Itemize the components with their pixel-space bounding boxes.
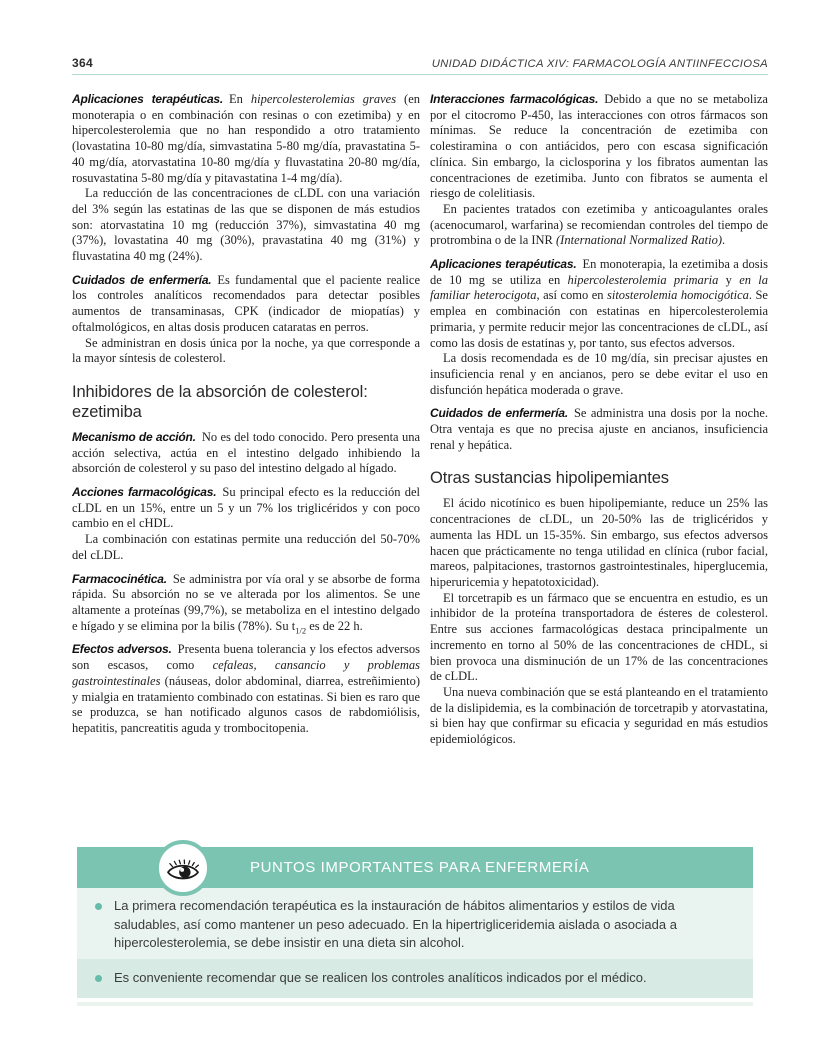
paragraph: Interacciones farmacológicas. Debido a que no se metaboliza por el citocromo P-450, las interacciones con otros fármacos son mínimas. Se reduce la concentración de ezetimiba con colestiramina o con antiácidos, pero con escasa significación clínica. Sin embargo, la ciclosporina y los fibratos aumentan las concentraciones de ezetimiba. Junto con fibratos se aumenta el riesgo de colelitiasis. xyxy=(430,92,768,201)
running-head xyxy=(72,50,768,70)
run-in-heading: Aplicaciones terapéuticas. xyxy=(430,257,577,272)
paragraph: Aplicaciones terapéuticas. En monoterapia, la ezetimiba a dosis de 10 mg se utiliza en hipercolesterolemia primaria y en la familiar heterocigota, así como en sitosterolemia homocigótica. Se emplea en combinación con estatinas en hipercolesterolemia primaria, y permite reducir mejor las concentraciones de cLDL, así como las dosis de estatinas y, por tanto, sus efectos adversos. xyxy=(430,257,768,350)
paragraph: Efectos adversos. Presenta buena tolerancia y los efectos adversos son escasos, como cefaleas, cansancio y problemas gastrointestinales (náuseas, dolor abdominal, diarrea, estreñimiento) y mialgia en tratamiento combinado con estatinas. Si bien es raro que se produzca, se han notificado algunos casos de rabdomiólisis, hepatitis, pancreatitis aguda y trombocitopenia. xyxy=(72,642,420,735)
run-in-heading: Farmacocinética. xyxy=(72,571,167,586)
bullet-dot-icon xyxy=(95,903,102,910)
paragraph: Mecanismo de acción. No es del todo conocido. Pero presenta una acción selectiva, actúa en el intestino delgado inhibiendo la absorción de colesterol y su paso del intestino delgado al hígado. xyxy=(72,429,420,476)
running-head-title: UNIDAD DIDÁCTICA XIV: FARMACOLOGÍA ANTIINFECCIOSA xyxy=(431,58,768,70)
nursing-box xyxy=(77,847,753,998)
paragraph: La dosis recomendada es de 10 mg/día, sin precisar ajustes en insuficiencia renal y en ancianos, pero se debe evitar el uso en disfunción hepática moderada o grave. xyxy=(430,351,768,397)
eye-badge xyxy=(155,840,211,896)
paragraph: Se administran en dosis única por la noche, ya que corresponde a la mayor síntesis de colesterol. xyxy=(72,335,420,366)
paragraph: Aplicaciones terapéuticas. En hipercolesterolemias graves (en monoterapia o en combinación con resinas o con ezetimiba) y en hipercolesterolemia que no han respondido a otro tratamiento (lovastatina 10-80 mg/día, simvastatina 5-80 mg/día, pravastatina 5-40 mg/día, atorvastatina 10-80 mg/día y fluvastatina 20-80 mg/día, rosuvastatina 5-80 mg/día y pitavastatina 1-4 mg/día). xyxy=(72,92,420,185)
section-heading: Inhibidores de la absorción de colesterol: ezetimiba xyxy=(72,382,368,421)
paragraph: Acciones farmacológicas. Su principal efecto es la reducción del cLDL en un 15%, entre un 5 y un 7% los triglicéridos y con poco cambio en el cHDL. xyxy=(72,485,420,531)
bullet-row xyxy=(77,959,753,999)
paragraph: En pacientes tratados con ezetimiba y anticoagulantes orales (acenocumarol, warfarina) se recomiendan controles del tiempo de protrombina o de la INR (International Normalized Ratio). xyxy=(430,201,768,248)
run-in-heading: Interacciones farmacológicas. xyxy=(430,92,599,106)
run-in-heading: Mecanismo de acción. xyxy=(72,429,196,444)
column-right xyxy=(430,92,768,840)
bullet-text: Es conveniente recomendar que se realicen los controles analíticos indicados por el médico. xyxy=(114,969,647,985)
paragraph: Una nueva combinación que se está planteando en el tratamiento de la dislipidemia, es la combinación de torcetrapib y atorvastatina, si bien hay que confirmar su eficacia y seguridad en más estudios epidemiológicos. xyxy=(430,684,768,747)
section-heading: Otras sustancias hipolipemiantes xyxy=(430,469,669,488)
header-rule xyxy=(72,74,768,75)
box-bottom-strip xyxy=(77,1002,753,1006)
bullet-row xyxy=(77,888,753,959)
nursing-box-header xyxy=(77,847,753,888)
page-number: 364 xyxy=(72,56,93,70)
bullet-text: La primera recomendación terapéutica es la instauración de hábitos alimentarios y estilos de vida saludables, así como mantener un peso adecuado. En la hipertrigliceridemia aislada o asociada a hipercolesterolemia, se debe insistir en una dieta sin alcohol. xyxy=(114,898,677,950)
paragraph: El ácido nicotínico es buen hipolipemiante, reduce un 25% las concentraciones de cLDL, un 20-50% las de triglicéridos y aumenta las HDL un 15-35%. Sin embargo, sus efectos adversos hacen que prácticamente no tenga utilidad en clínica (rubor facial, mareos, palpitaciones, trastornos gastrointestinales, hiperglucemia, hiperuricemia y hepatotoxicidad). xyxy=(430,496,768,589)
paragraph: El torcetrapib es un fármaco que se encuentra en estudio, es un inhibidor de la proteína transportadora de ésteres de colesterol. Entre sus acciones farmacológicas destaca principalmente un incremento en torno al 50% de las concentraciones de cHDL, si bien provoca una disminución de un 17% de las concentraciones de cLDL. xyxy=(430,590,768,684)
run-in-heading: Cuidados de enfermería. xyxy=(430,406,568,421)
run-in-heading: Efectos adversos. xyxy=(72,642,172,657)
paragraph: La reducción de las concentraciones de cLDL con una variación del 3% según las estatinas de las que se disponen de más estudios son: atorvastatina 10 mg (reducción 37%), simvastatina 40 mg (37%), lovastatina 40 mg (30%), pravastatina 40 mg (31%) y fluvastatina 40 mg (24%). xyxy=(72,186,420,264)
column-left xyxy=(72,92,420,840)
run-in-heading: Acciones farmacológicas. xyxy=(72,485,217,500)
run-in-heading: Aplicaciones terapéuticas. xyxy=(72,92,224,106)
bullet-dot-icon xyxy=(95,975,102,982)
paragraph: Cuidados de enfermería. Se administra una dosis por la noche. Otra ventaja es que no precisa ajuste en ancianos, insuficiencia renal y hepática. xyxy=(430,406,768,452)
paragraph: Farmacocinética. Se administra por vía oral y se absorbe de forma rápida. Su absorción no se ve alterada por los alimentos. Se une altamente a proteínas (99,7%), se metaboliza en el intestino delgado e hígado y se elimina por la bilis (78%). Su $t_{1/2}$ es de 22 h. xyxy=(72,571,420,636)
eye-icon xyxy=(165,855,201,882)
paragraph: Cuidados de enfermería. Es fundamental que el paciente realice los controles analíticos recomendados para detectar posibles aumentos de transaminasas, CPK (indicador de miopatías) y oftalmológicos, en altas dosis producen cataratas en perros. xyxy=(72,272,420,334)
nursing-box-title: PUNTOS IMPORTANTES PARA ENFERMERÍA xyxy=(250,859,590,876)
paragraph: La combinación con estatinas permite una reducción del 50-70% del cLDL. xyxy=(72,532,420,562)
run-in-heading: Cuidados de enfermería. xyxy=(72,272,212,287)
